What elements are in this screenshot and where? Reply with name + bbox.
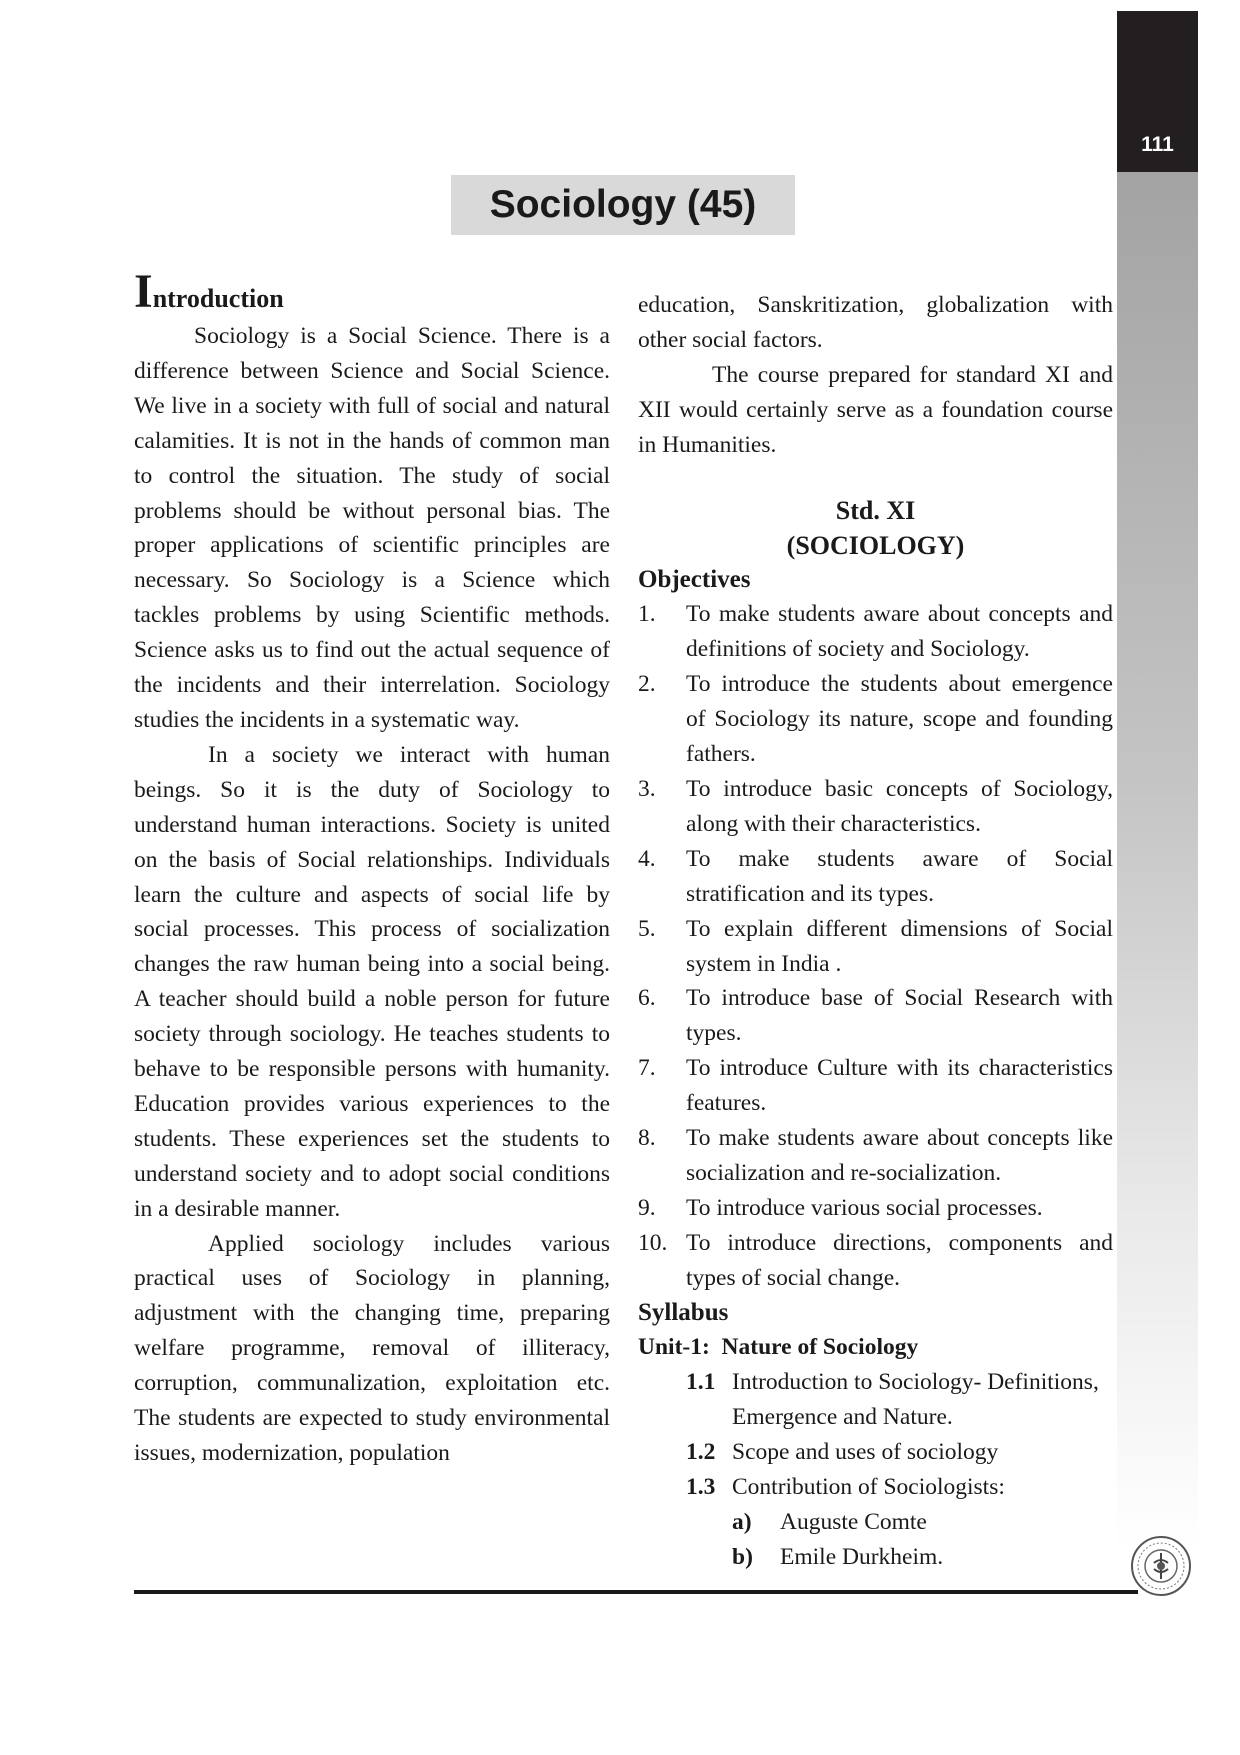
introduction-heading-rest: ntroduction <box>152 284 284 313</box>
objective-number: 4. <box>638 845 656 872</box>
objective-text: To introduce Culture with its characteristics features. <box>686 1055 1113 1117</box>
topic-item <box>638 1470 1113 1505</box>
objective-number: 7. <box>638 1055 656 1082</box>
objective-number: 1. <box>638 601 656 628</box>
unit-heading <box>638 1330 1113 1365</box>
sociologist-letter: b) <box>732 1543 753 1570</box>
std-heading: Std. XI <box>835 495 916 525</box>
introduction-heading <box>134 265 610 319</box>
intro-paragraph-2: In a society we interact with human beings. So it is the duty of Sociology to understand human interactions. Society is united on the basis of Social relationships. Individuals learn the culture and aspects of social life by social processes. This process of socialization changes the raw human being into a social being. A teacher should build a noble person for future society through sociology. He teaches students to behave to be responsible persons with humanity. Education provides various experiences to the students. These experiences set the students to understand society and to adopt social conditions in a desirable manner. <box>134 741 610 1222</box>
objective-text: To make students aware of Social stratification and its types. <box>686 845 1113 907</box>
objective-text: To make students aware about concepts and definitions of society and Sociology. <box>686 601 1113 663</box>
std-subheading: (SOCIOLOGY) <box>786 530 965 560</box>
topic-item <box>638 1435 1113 1470</box>
sociologist-name: Auguste Comte <box>780 1509 927 1535</box>
left-column <box>134 265 610 1471</box>
objective-text: To introduce various social processes. <box>686 1194 1043 1221</box>
objective-number: 3. <box>638 775 656 802</box>
objectives-heading: Objectives <box>638 565 751 593</box>
sociologist-name: Emile Durkheim. <box>780 1543 944 1570</box>
right-column <box>638 288 1113 1575</box>
topic-list <box>638 1365 1113 1505</box>
objective-item <box>638 772 1113 842</box>
objective-item <box>638 1226 1113 1296</box>
topic-text: Scope and uses of sociology <box>732 1439 999 1466</box>
unit-title: Nature of Sociology <box>721 1334 919 1361</box>
sociologist-list <box>638 1505 1113 1575</box>
emblem-seal-icon <box>1130 1535 1192 1597</box>
page-number: 111 <box>1141 133 1174 156</box>
objective-item <box>638 912 1113 982</box>
intro-continuation: education, Sanskritization, globalization with other social factors. <box>638 292 1113 353</box>
syllabus-heading: Syllabus <box>638 1298 729 1326</box>
objective-item <box>638 1191 1113 1226</box>
topic-text: Contribution of Sociologists: <box>732 1474 1005 1501</box>
objective-text: To make students aware about concepts like socialization and re-socialization. <box>686 1125 1113 1186</box>
objective-text: To introduce base of Social Research with types. <box>686 985 1113 1047</box>
objective-item <box>638 1121 1113 1191</box>
topic-number: 1.3 <box>686 1474 716 1501</box>
drop-initial: I <box>134 265 153 318</box>
unit-label: Unit-1: <box>638 1334 710 1361</box>
course-paragraph: The course prepared for standard XI and XII would certainly serve as a foundation course in Humanities. <box>638 361 1113 458</box>
objective-item <box>638 1051 1113 1121</box>
objective-number: 8. <box>638 1125 656 1152</box>
topic-number: 1.1 <box>686 1369 716 1396</box>
objective-number: 9. <box>638 1194 656 1221</box>
objective-item <box>638 597 1113 667</box>
objective-text: To introduce the students about emergence of Sociology its nature, scope and founding fathers. <box>686 671 1113 768</box>
page-title: Sociology (45) <box>451 175 795 235</box>
objective-number: 10. <box>638 1229 668 1256</box>
objective-text: To introduce directions, components and types of social change. <box>686 1229 1113 1291</box>
objective-number: 2. <box>638 671 656 698</box>
objective-item <box>638 981 1113 1051</box>
page-number-tab <box>1117 11 1198 172</box>
objective-number: 5. <box>638 915 656 942</box>
objective-text: To explain different dimensions of Social system in India . <box>686 915 1113 977</box>
sociologist-letter: a) <box>732 1509 752 1535</box>
topic-item <box>638 1365 1113 1435</box>
objective-item <box>638 842 1113 912</box>
side-gradient-band <box>1117 172 1198 1550</box>
objective-item <box>638 667 1113 772</box>
objective-text: To introduce basic concepts of Sociology, along with their characteristics. <box>686 775 1113 837</box>
topic-text: Introduction to Sociology- Definitions, Emergence and Nature. <box>732 1369 1099 1431</box>
intro-paragraph-3: Applied sociology includes various practical uses of Sociology in planning, adjustment with the changing time, preparing welfare programme, removal of illiteracy, corruption, communalization, exploitation etc. The students are expected to study environmental issues, modernization, population <box>134 1230 610 1466</box>
topic-number: 1.2 <box>686 1439 716 1466</box>
objective-number: 6. <box>638 985 656 1012</box>
intro-paragraph-1: Sociology is a Social Science. There is a difference between Science and Social Science. We live in a society with full of social and natural calamities. It is not in the hands of common man to control the situation. The study of social problems should be without personal bias. The proper applications of scientific principles are necessary. So Sociology is a Science which tackles problems by using Scientific methods. Science asks us to find out the actual sequence of the incidents and their interrelation. Sociology studies the incidents in a systematic way. <box>134 323 610 733</box>
sociologist-item <box>638 1540 1113 1575</box>
objectives-list <box>638 597 1113 1295</box>
footer-rule <box>134 1590 1138 1594</box>
sociologist-item <box>638 1505 1113 1540</box>
